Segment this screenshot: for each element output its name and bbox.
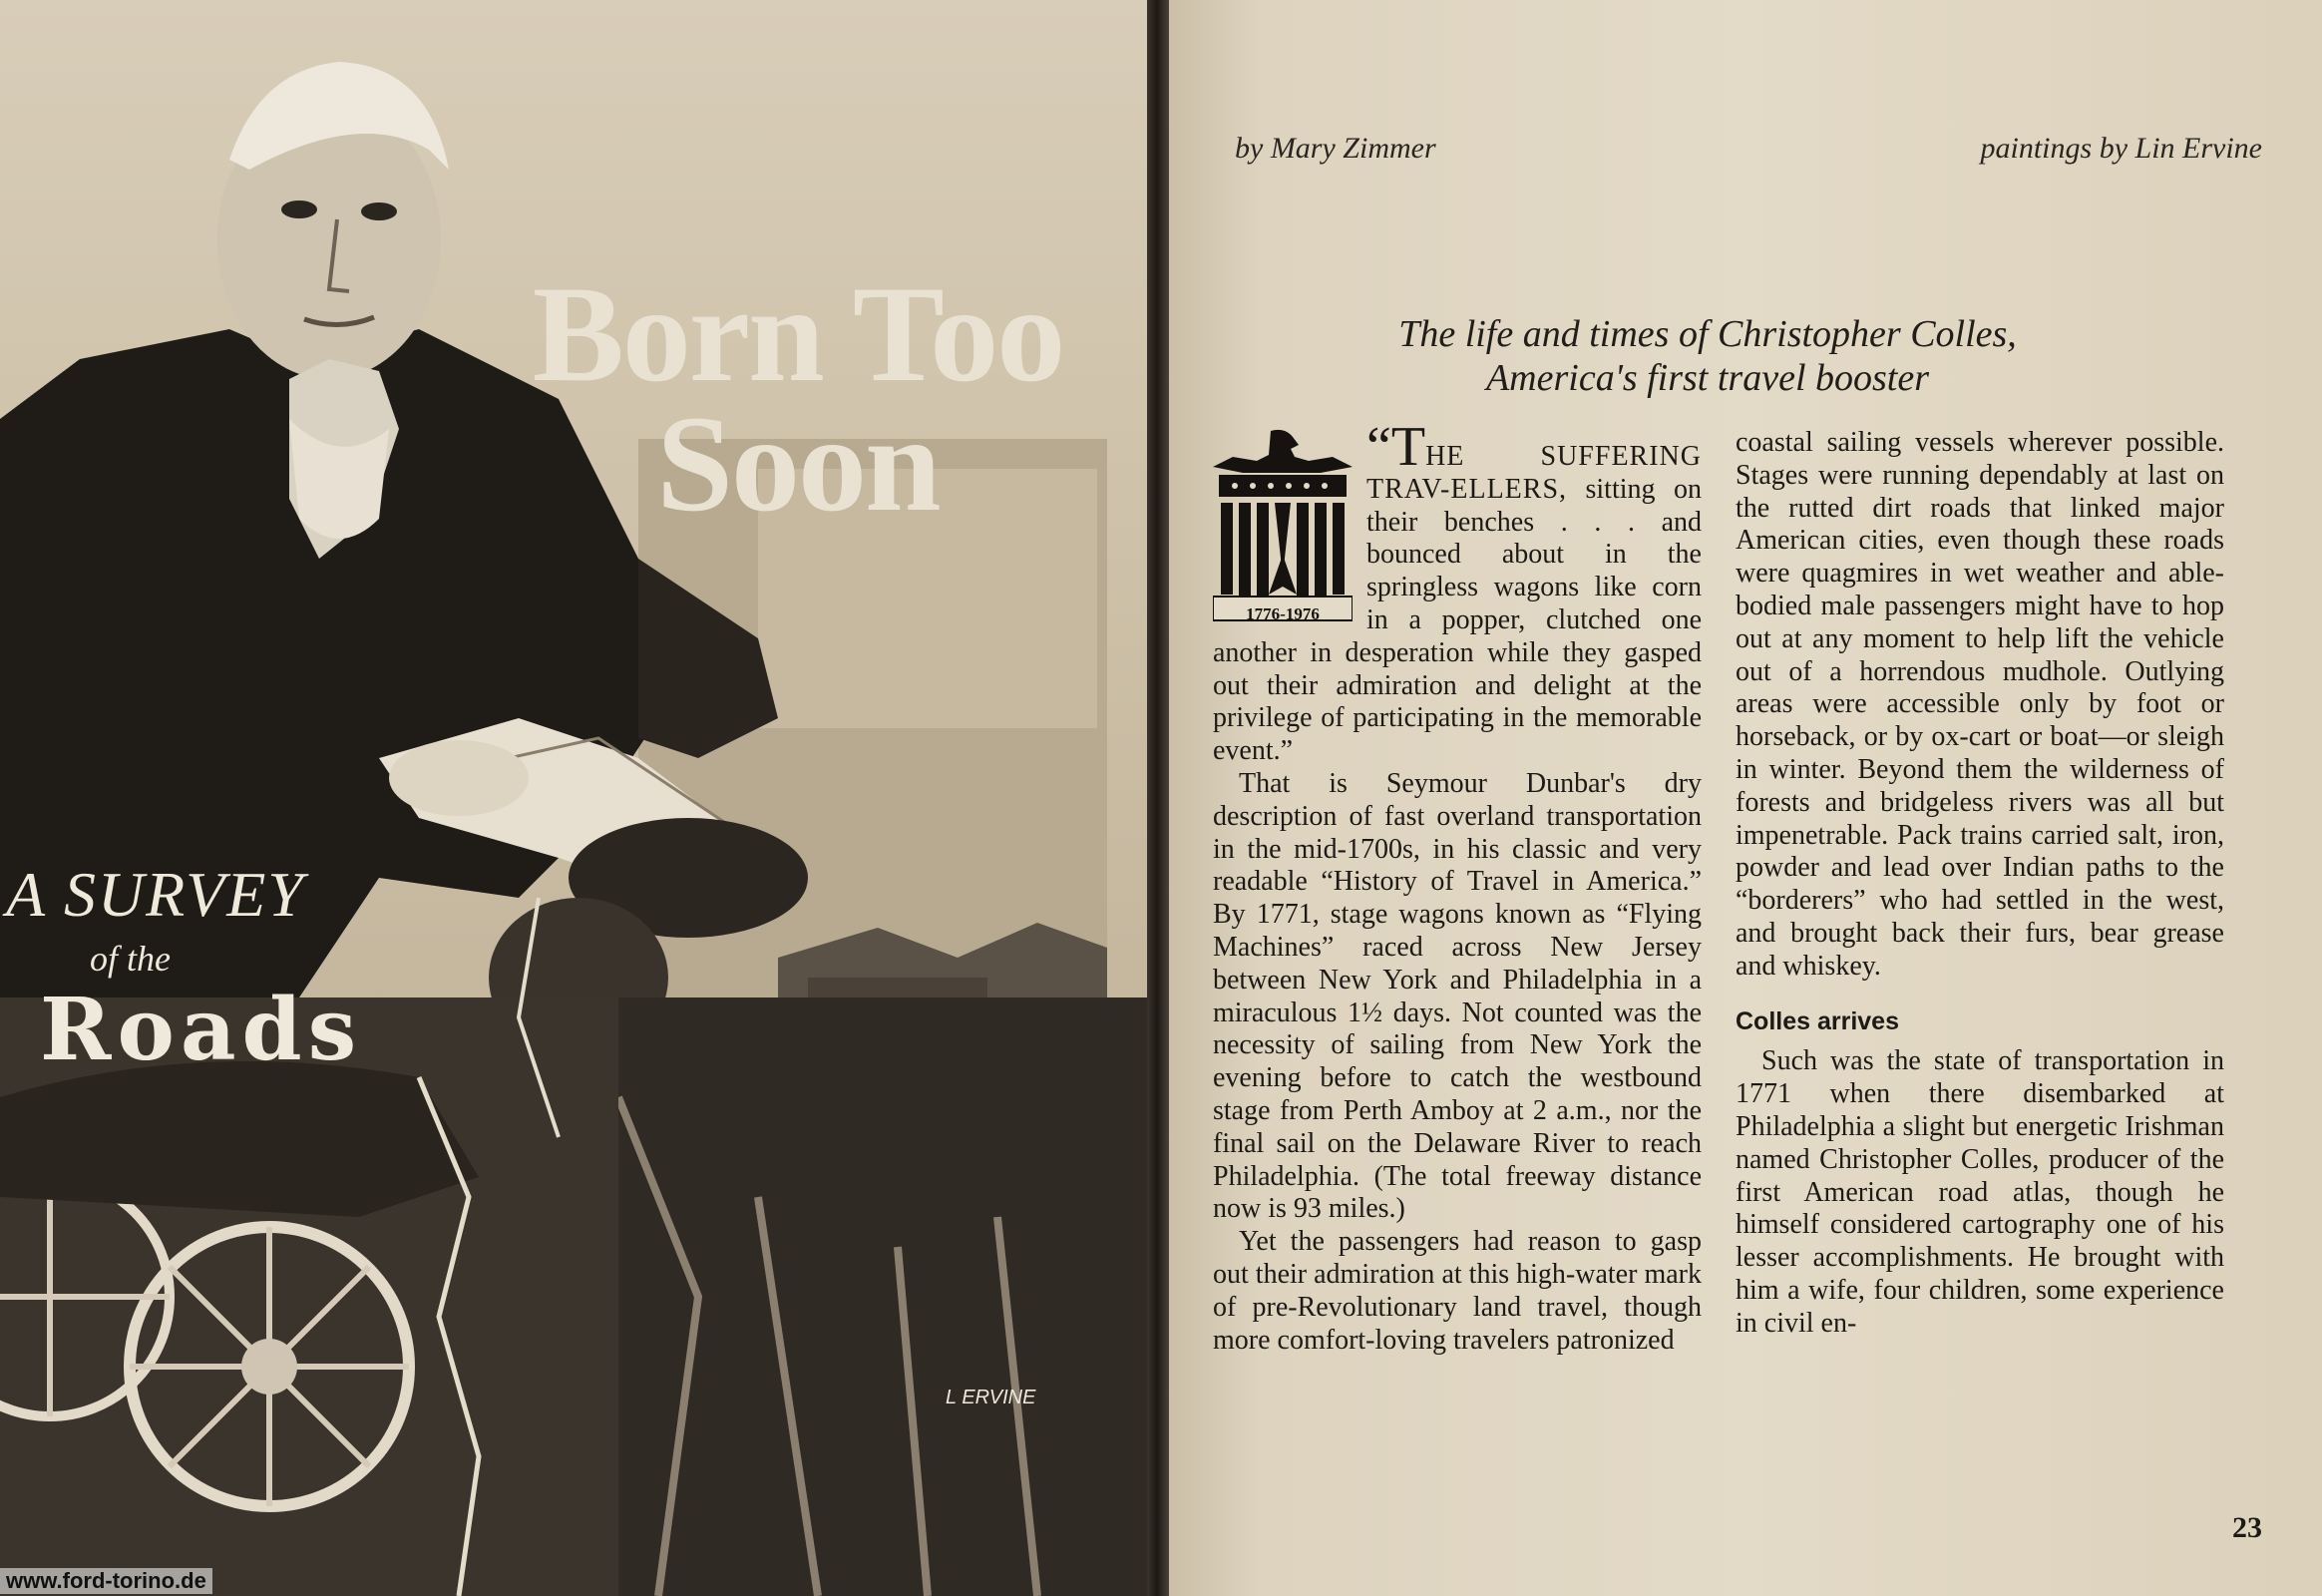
map-title-line-3: Roads (40, 980, 363, 1080)
right-page-article (1169, 0, 2322, 1596)
text-column-right (1736, 427, 2224, 1341)
text-column-left (1213, 416, 1702, 1357)
bicentennial-eagle-icon (1213, 427, 1353, 622)
map-title-line-2: of the (90, 939, 171, 979)
article-subtitle (1259, 312, 2156, 400)
emblem-years: 1776-1976 (1246, 604, 1320, 623)
lead-paragraph (1213, 416, 1702, 768)
title-line-1: Born Too (532, 257, 1064, 410)
title-line-2: Soon (656, 387, 940, 540)
map-title-line-1: A SURVEY (6, 859, 305, 930)
page-gutter (1147, 0, 1169, 1596)
subtitle-line-2: America's first travel booster (1485, 357, 1930, 399)
byline-painter: paintings by Lin Ervine (1980, 132, 2262, 165)
portrait-painting (0, 0, 1147, 1596)
paragraph-2: That is Seymour Dunbar's dry description of fast overland transportation in the mid-1700s, in his classic and very readable “History of Travel in America.” By 1771, stage wagons known as “Flying Machines” raced across New Jersey between New York and Philadelphia in a miraculous 1½ days. Not counted was the necessity of sailing from New York the evening before to catch the westbound stage from Perth Amboy at 2 a.m., nor the final sail on the Delaware River to reach Philadelphia. (The total freeway distance now is 93 miles.) (1213, 767, 1702, 1225)
article-title (519, 257, 1077, 540)
page-number: 23 (2232, 1511, 2262, 1544)
lead-small-caps: HE SUFFERING TRAV-ELLERS, (1366, 441, 1702, 505)
byline-author: by Mary Zimmer (1235, 132, 1436, 165)
section-heading: Colles arrives (1736, 1006, 1899, 1035)
artist-signature: L ERVINE (946, 1387, 1036, 1408)
paragraph-5: Such was the state of transportation in 1771 when there disembarked at Philadelphia a slight but energetic Irishman named Christopher Colles, producer of the first American road atlas, though he himself considered cartography one of his lesser accomplishments. He brought with him a wife, four children, some experience in civil en- (1736, 1045, 2224, 1339)
drop-cap: “T (1366, 416, 1426, 478)
left-page-painting (0, 0, 1147, 1596)
lead-text: sitting on their benches . . . and bounced about in the springless wagons like corn in a popper, clutched one another in desperation while they gasped out their admiration and delight at the privilege of participating in the memorable event.” (1213, 473, 1702, 767)
paragraph-4: coastal sailing vessels wherever possible. Stages were running dependably at last on the rutted dirt roads that linked major American cities, even though these roads were quagmires in wet weather and able-bodied male passengers might have to hop out at any moment to help lift the vehicle out of a horrendous mudhole. Outlying areas were accessible only by foot or horseback, or by ox-cart or boat—or sleigh in winter. Beyond them the wilderness of forests and bridgeless rivers was all but impenetrable. Pack trains carried salt, iron, powder and lead over Indian paths to the “borderers” who had settled in the west, and brought back their furs, bear grease and whiskey. (1736, 427, 2224, 982)
website-watermark: www.ford-torino.de (0, 1568, 212, 1594)
paragraph-3: Yet the passengers had reason to gasp out their admiration at this high-water mark of pre-Revolutionary land travel, though more comfort-loving travelers patronized (1213, 1226, 1702, 1356)
subtitle-line-1: The life and times of Christopher Colles, (1398, 313, 2017, 355)
